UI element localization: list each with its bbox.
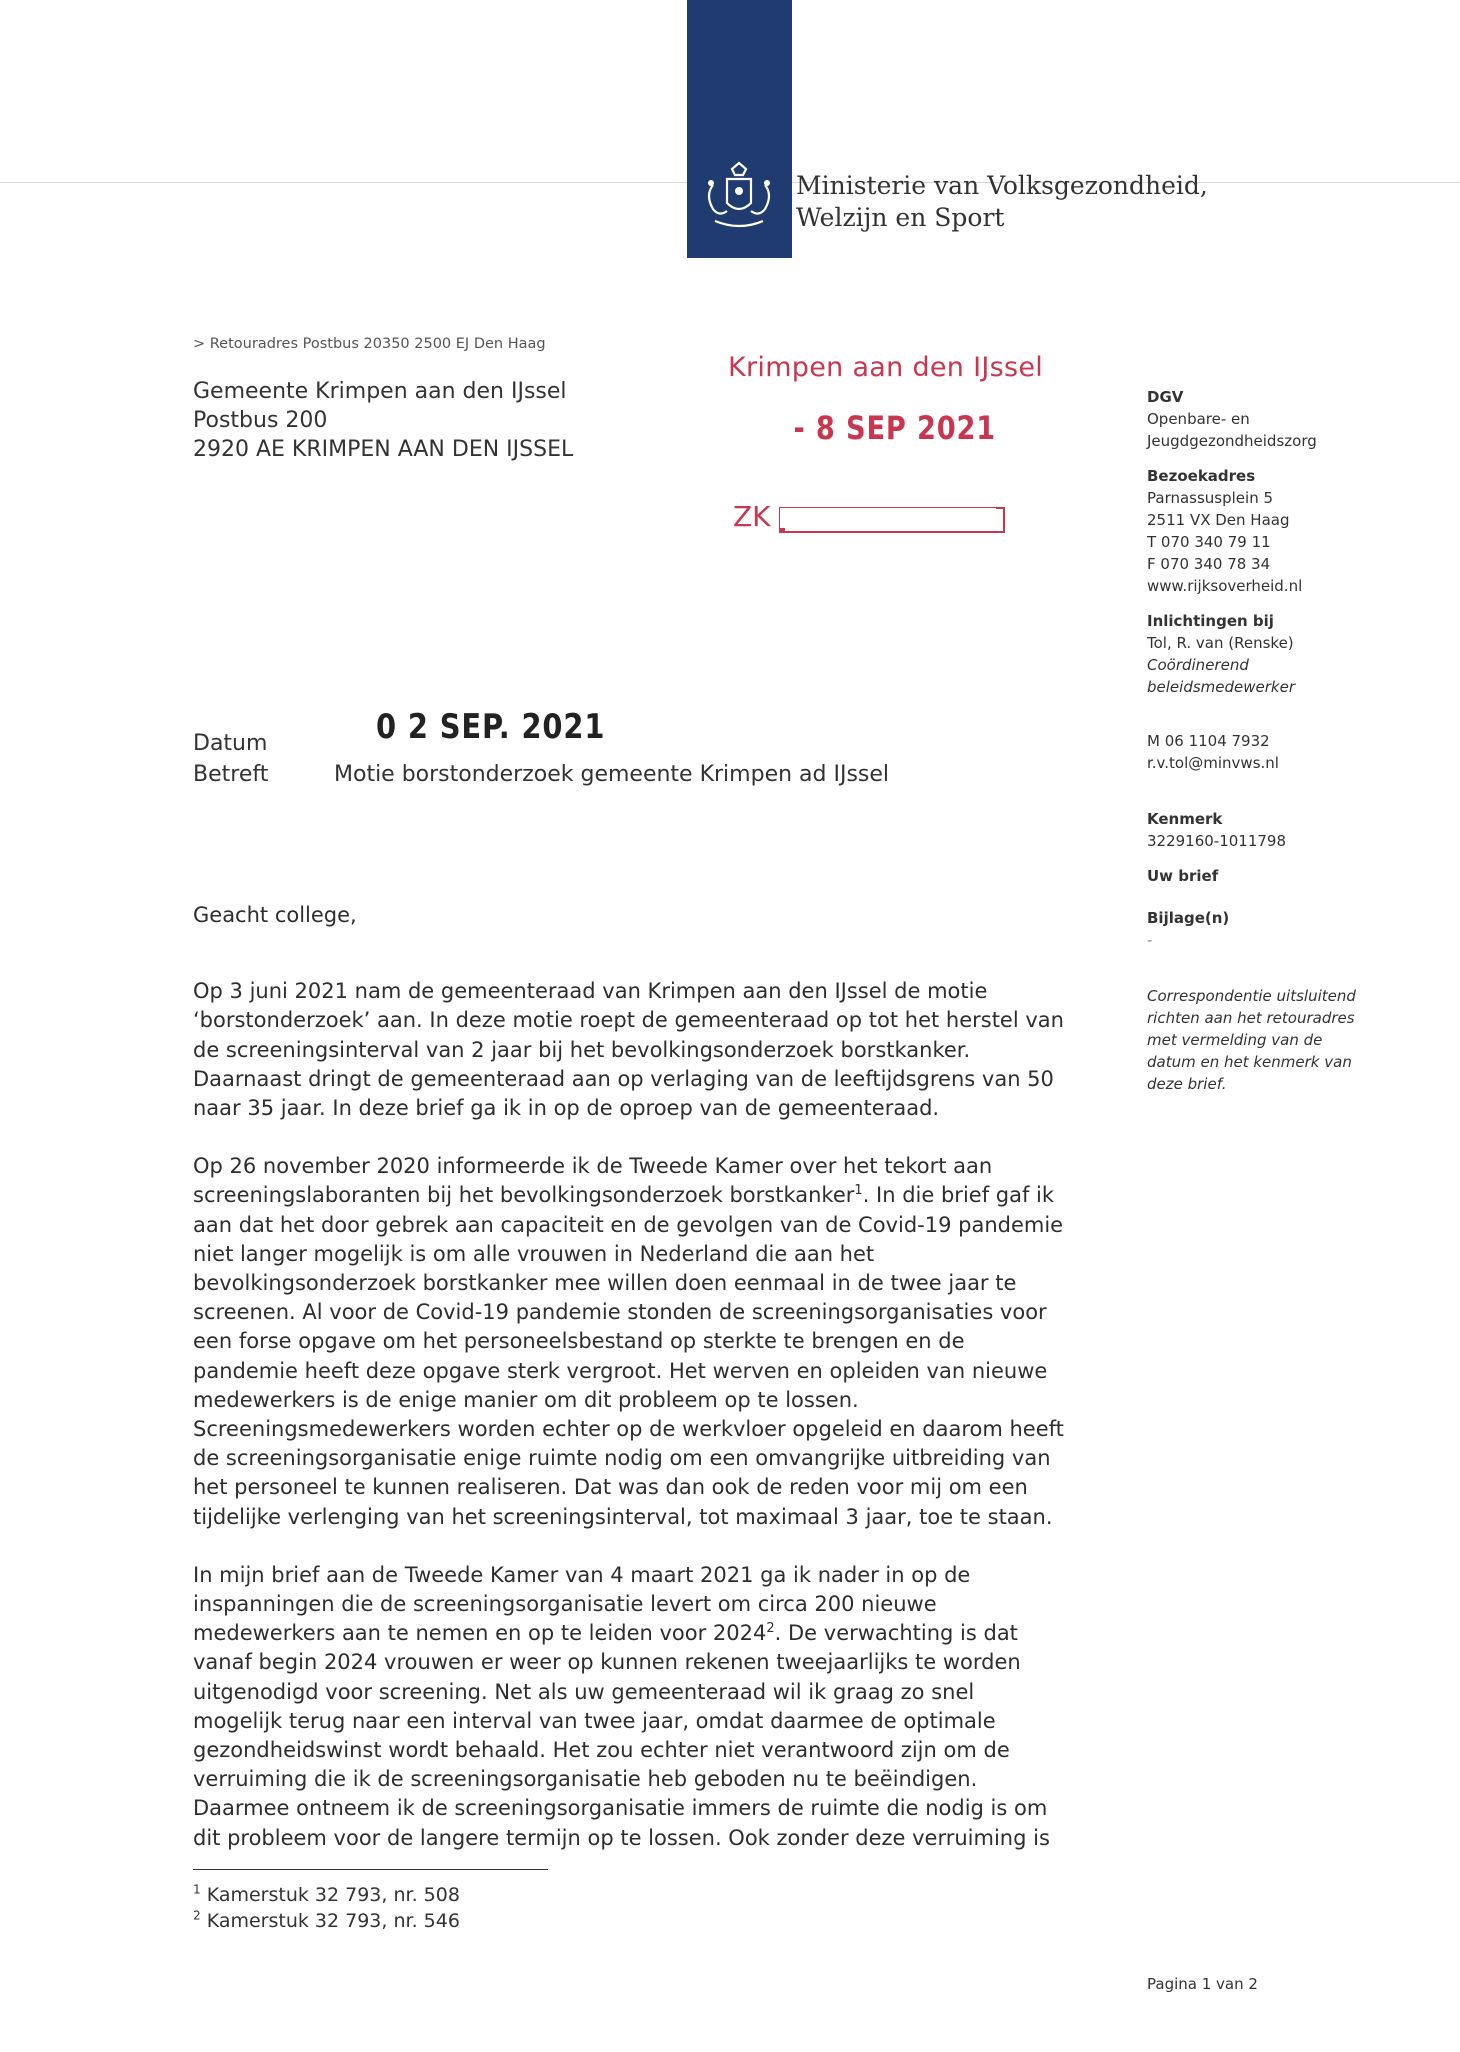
coat-of-arms-icon [687,155,792,255]
sidebar-correspondence-line4: datum en het kenmerk van [1147,1053,1352,1071]
p3-line5: uitgenodigd voor screening. Net als uw gemeenteraad wil ik graag zo snel [193,1679,975,1704]
sidebar-contact-role1: Coördinerend [1147,656,1249,674]
footnote-2 [193,1908,460,1934]
p1-line1: Op 3 juni 2021 nam de gemeenteraad van Krimpen aan den IJssel de motie [193,979,988,1004]
sidebar-phone: T 070 340 79 11 [1147,533,1271,551]
p2-line6: screenen. Al voor de Covid-19 pandemie stonden de screeningsorganisaties voor [193,1300,1047,1325]
letter-body [193,901,1123,1882]
datum-label: Datum [193,731,268,756]
sidebar-uwbrief-heading: Uw brief [1147,867,1219,885]
sidebar-correspondence-line3: met vermelding van de [1147,1031,1323,1049]
sidebar-contact-name: Tol, R. van (Renske) [1147,634,1294,652]
footnote-2-number: 2 [193,1908,201,1923]
footnote-ref-1: 1 [854,1183,863,1199]
footnote-2-text: Kamerstuk 32 793, nr. 546 [206,1910,460,1932]
footnotes [193,1882,460,1934]
salutation: Geacht college, [193,903,357,927]
p3-line6: mogelijk terug naar een interval van twee jaar, omdat daarmee de optimale [193,1708,996,1733]
p1-line2: ‘borstonderzoek’ aan. In deze motie roept de gemeenteraad op tot het herstel van [193,1008,1064,1033]
betreft-value: Motie borstonderzoek gemeente Krimpen ad IJssel [334,762,890,787]
p3-line7: gezondheidswinst wordt behaald. Het zou echter niet verantwoord zijn om de [193,1738,1010,1763]
sidebar-fax: F 070 340 78 34 [1147,555,1271,573]
sidebar-dept-sub2: Jeugdgezondheidszorg [1147,432,1317,450]
p1-line4: Daarnaast dringt de gemeenteraad aan op verlaging van de leeftijdsgrens van 50 [193,1066,1054,1091]
p2-line7: een forse opgave om het personeelsbestand op sterkte te brengen en de [193,1329,965,1354]
sidebar-bijlage-heading: Bijlage(n) [1147,909,1230,927]
sidebar-correspondence-line2: richten aan het retouradres [1147,1009,1355,1027]
sidebar-bijlage-value: - [1147,931,1153,949]
p3-line9: Daarmee ontneem ik de screeningsorganisatie immers de ruimte die nodig is om [193,1796,1048,1821]
received-stamp [728,352,1058,447]
addressee-block [193,377,573,464]
page-number: Pagina 1 van 2 [1147,1975,1258,1993]
footnote-1-number: 1 [193,1882,201,1897]
footnote-1-text: Kamerstuk 32 793, nr. 508 [206,1884,460,1906]
sidebar-dept: DGV [1147,388,1184,406]
p3-line4: vanaf begin 2024 vrouwen er weer op kunnen rekenen tweejaarlijks te worden [193,1650,1021,1675]
sidebar-correspondence-line1: Correspondentie uitsluitend [1147,987,1356,1005]
sidebar-contact-email: r.v.tol@minvws.nl [1147,754,1279,772]
p3-line1: In mijn brief aan de Tweede Kamer van 4 maart 2021 ga ik nader in op de [193,1562,971,1587]
sidebar-bezoek-line2: 2511 VX Den Haag [1147,511,1290,529]
footnote-divider [193,1869,548,1870]
p2-line3: aan dat het door gebrek aan capaciteit en de gevolgen van de Covid-19 pandemie [193,1212,1064,1237]
p2-line9: medewerkers is de enige manier om dit probleem op te lossen. [193,1387,859,1412]
datum-value: 0 2 SEP. 2021 [376,707,606,747]
p3-line10: dit probleem voor de langere termijn op te lossen. Ook zonder deze verruiming is [193,1825,1050,1850]
p2-line2b: . In die brief gaf ik [862,1183,1055,1208]
p2-line12: het personeel te kunnen realiseren. Dat was dan ook de reden voor mij om een [193,1475,1028,1500]
sender-sidebar [1147,386,1387,1095]
betreft-label: Betreft [193,762,269,787]
received-stamp-date: - 8 SEP 2021 [793,409,997,447]
p2-line1: Op 26 november 2020 informeerde ik de Tweede Kamer over het tekort aan [193,1154,993,1179]
addressee-line3: 2920 AE KRIMPEN AAN DEN IJSSEL [193,437,574,462]
ministry-name-line1: Ministerie van Volksgezondheid, [796,171,1208,200]
paragraph-3 [193,1561,1123,1853]
p3-line3a: medewerkers aan te nemen en op te leiden voor 2024 [193,1621,767,1646]
p1-line3: de screeningsinterval van 2 jaar bij het bevolkingsonderzoek borstkanker. [193,1037,971,1062]
paragraph-2 [193,1152,1123,1532]
addressee-line2: Postbus 200 [193,408,328,433]
p2-line8: pandemie heeft deze opgave sterk vergroot. Het werven en opleiden van nieuwe [193,1358,1048,1383]
sidebar-bezoekadres-heading: Bezoekadres [1147,467,1256,485]
footnote-1 [193,1882,460,1908]
paragraph-1 [193,977,1123,1123]
sidebar-contact-role2: beleidsmedewerker [1147,678,1295,696]
zk-number-redaction [780,508,996,528]
p2-line11: de screeningsorganisatie enige ruimte nodig om een omvangrijke uitbreiding van [193,1446,1051,1471]
sidebar-contact-mobile: M 06 1104 7932 [1147,732,1270,750]
p1-line5: naar 35 jaar. In deze brief ga ik in op de oproep van de gemeenteraad. [193,1096,940,1121]
addressee-line1: Gemeente Krimpen aan den IJssel [193,379,567,404]
footnote-ref-2: 2 [766,1621,775,1637]
p2-line5: bevolkingsonderzoek borstkanker mee willen doen eenmaal in de twee jaar te [193,1271,1017,1296]
sidebar-bezoek-line1: Parnassusplein 5 [1147,489,1274,507]
p2-line10: Screeningsmedewerkers worden echter op de werkvloer opgeleid en daarom heeft [193,1417,1064,1442]
p3-line3b: . De verwachting is dat [774,1621,1018,1646]
sidebar-kenmerk-value: 3229160-1011798 [1147,832,1287,850]
p3-line2: inspanningen die de screeningsorganisatie levert om circa 200 nieuwe [193,1592,937,1617]
ministry-name [796,170,1208,234]
p2-line2a: screeningslaboranten bij het bevolkingsonderzoek borstkanker [193,1183,855,1208]
p3-line8: verruiming die ik de screeningsorganisatie heb geboden nu te beëindigen. [193,1767,978,1792]
sidebar-dept-sub1: Openbare- en [1147,410,1250,428]
received-stamp-zk: ZK [733,500,771,533]
p2-line13: tijdelijke verlenging van het screeningsinterval, tot maximaal 3 jaar, toe te staan. [193,1504,1053,1529]
p2-line4: niet langer mogelijk is om alle vrouwen in Nederland die aan het [193,1241,875,1266]
sidebar-inlichtingen-heading: Inlichtingen bij [1147,612,1274,630]
sidebar-correspondence-line5: deze brief. [1147,1075,1227,1093]
sidebar-kenmerk-heading: Kenmerk [1147,810,1223,828]
sidebar-website: www.rijksoverheid.nl [1147,577,1303,595]
received-stamp-city: Krimpen aan den IJssel [728,352,1044,383]
return-address: > Retouradres Postbus 20350 2500 EJ Den Haag [193,336,546,352]
ministry-name-line2: Welzijn en Sport [796,203,1005,232]
